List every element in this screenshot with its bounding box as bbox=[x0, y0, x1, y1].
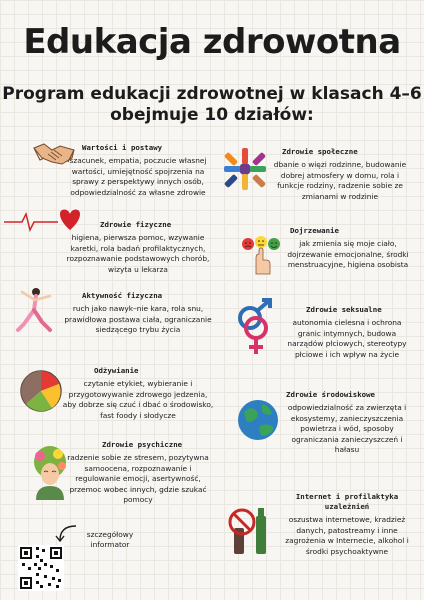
section-aktywnosc bbox=[62, 291, 214, 336]
section-zdrowie-seksualne bbox=[280, 305, 414, 360]
section-text: autonomia cielesna i ochrona granic intymnych, budowa narządów płciowych, stereotypy płciowe i ich wpływ na życie bbox=[287, 318, 407, 359]
section-text: odpowiedzialność za zwierzęta i ekosystemy, zanieczyszczenia powietrza i wód, sposoby ograniczania zanieczyszczeń i hałasu bbox=[287, 403, 407, 454]
healthy-plate-icon bbox=[18, 368, 64, 414]
gender-symbols-icon bbox=[232, 298, 280, 356]
section-zdrowie-psychiczne bbox=[62, 440, 214, 506]
section-title: Zdrowie psychiczne bbox=[102, 440, 183, 449]
subtitle-line-2: obejmuje 10 działów: bbox=[110, 105, 314, 125]
subtitle-line-1: Program edukacji zdrowotnej w klasach 4–6 bbox=[2, 84, 422, 104]
section-zdrowie-spoleczne bbox=[268, 147, 412, 202]
section-text: radzenie sobie ze stresem, pozytywna samoocena, rozpoznawanie i regulowanie emocji, asertywność, przemoc wobec innych, gdzie szukać pomocy bbox=[67, 453, 209, 504]
heartbeat-icon bbox=[4, 206, 100, 236]
emotion-faces-icon bbox=[240, 234, 282, 276]
section-text: higiena, pierwsza pomoc, wzywanie karetki, rola badań profilaktycznych, rozpoznawanie podstawowych chorób, wizyta u lekarza bbox=[66, 233, 210, 274]
yoga-person-icon bbox=[10, 284, 60, 334]
section-zdrowie-srodowiskowe bbox=[280, 390, 414, 456]
section-text: dbanie o więzi rodzinne, budowanie dobrej atmosfery w domu, rola i funkcje rodziny, radzenie sobie ze zmianami w rodzinie bbox=[273, 160, 407, 201]
section-title: Zdrowie seksualne bbox=[306, 305, 382, 314]
section-title: Dojrzewanie bbox=[290, 226, 339, 235]
section-wartosci bbox=[62, 143, 214, 198]
section-text: jak zmienia się moje ciało, dojrzewanie emocjonalne, środki menstruacyjne, higiena osobista bbox=[287, 239, 409, 269]
section-title: Internet i profilaktyka uzależnień bbox=[295, 492, 399, 511]
section-dojrzewanie bbox=[282, 226, 414, 271]
section-text: ruch jako nawyk–nie kara, rola snu, prawidłowa postawa ciała, ograniczanie siedzącego trybu życia bbox=[64, 304, 212, 334]
section-internet bbox=[280, 492, 414, 557]
handshake-icon bbox=[32, 138, 76, 168]
mind-plants-icon bbox=[22, 444, 78, 500]
qr-code-icon[interactable] bbox=[18, 545, 64, 591]
section-title: Wartości i postawy bbox=[82, 143, 163, 152]
section-title: Zdrowie środowiskowe bbox=[286, 390, 375, 399]
earth-globe-icon bbox=[236, 398, 280, 442]
informator-label: szczegółowy informator bbox=[86, 530, 134, 549]
section-title: Zdrowie społeczne bbox=[282, 147, 358, 156]
page-title: Edukacja zdrowotna bbox=[23, 22, 401, 62]
section-title: Zdrowie fizyczne bbox=[100, 220, 172, 229]
section-text: czytanie etykiet, wybieranie i przygotowywanie zdrowego jedzenia, aby dobrze się czuć i dbać o środowisko, fast foody i słodycze bbox=[62, 379, 214, 420]
no-alcohol-icon bbox=[226, 506, 278, 558]
section-odzywianie bbox=[62, 366, 214, 421]
section-title: Aktywność fizyczna bbox=[82, 291, 163, 300]
hands-circle-icon bbox=[222, 146, 268, 192]
section-text: oszustwa internetowe, kradzież danych, patostreamy i inne zagrożenia w Internecie, alkohol i środki psychoaktywne bbox=[285, 515, 409, 556]
section-title: Odżywianie bbox=[94, 366, 139, 375]
section-text: szacunek, empatia, poczucie własnej wartości, umiejętność spojrzenia na sprawy z perspektywy innych osób, odpowiedzialność za własne zdrowie bbox=[69, 156, 207, 197]
page-subtitle bbox=[0, 84, 424, 126]
